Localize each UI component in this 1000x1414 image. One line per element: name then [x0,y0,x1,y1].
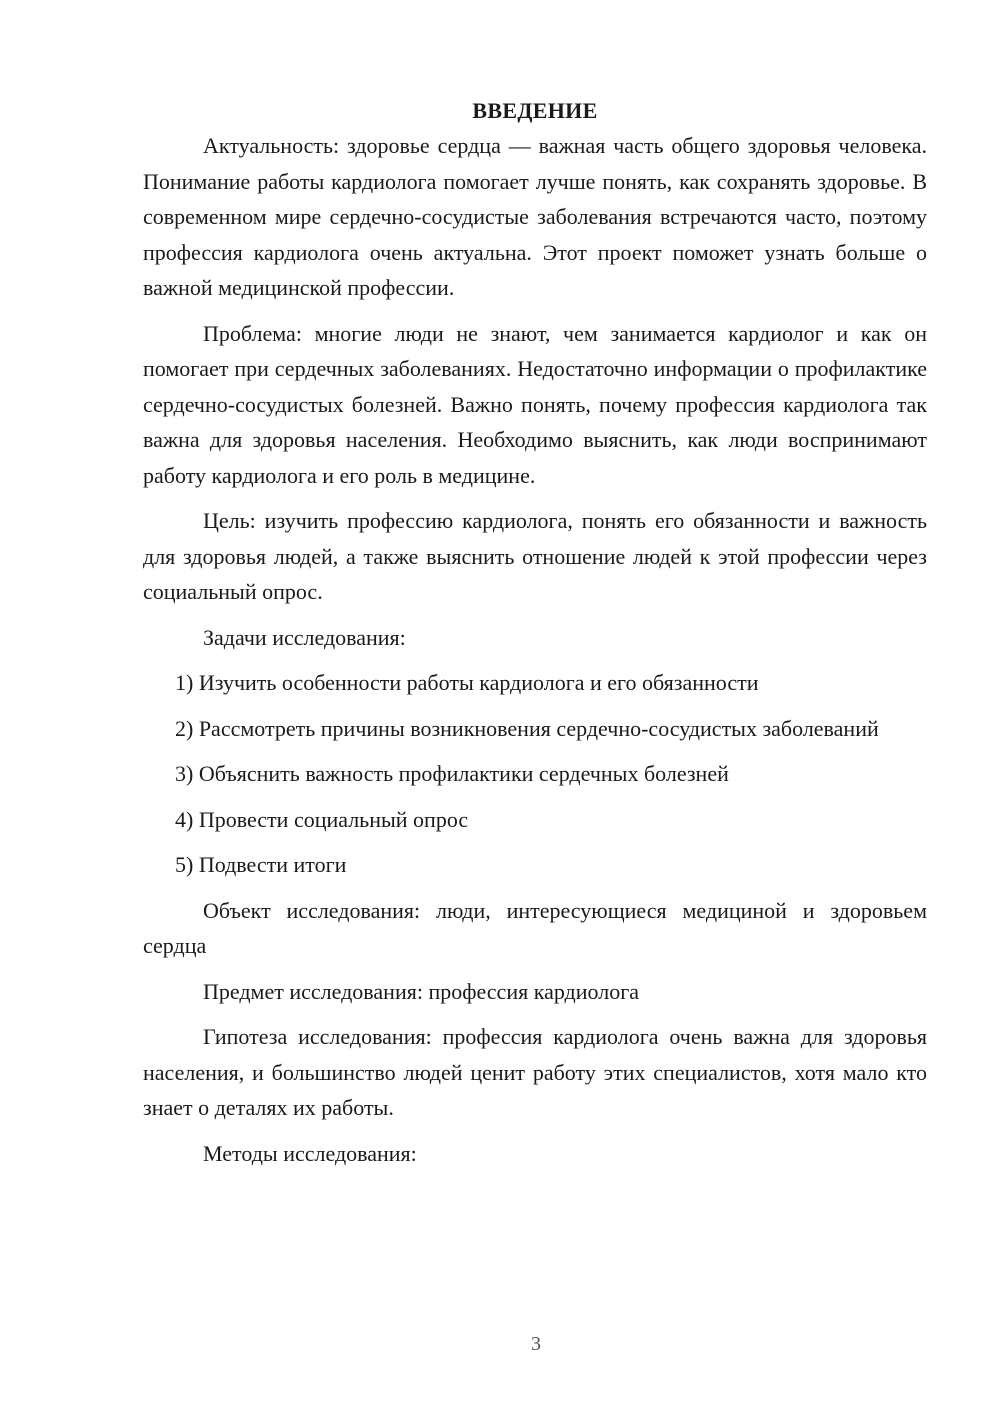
task-item: 3) Объяснить важность профилактики сердечных болезней [175,761,729,786]
paragraph-hypothesis: Гипотеза исследования: профессия кардиолога очень важна для здоровья населения, и большинство людей ценит работу этих специалистов, хотя мало кто знает о деталях их работы. [143,1024,927,1120]
methods-heading: Методы исследования: [203,1140,417,1166]
task-item: 5) Подвести итоги [175,852,347,877]
task-item: 4) Провести социальный опрос [175,806,469,832]
paragraph-subject: Предмет исследования: профессия кардиолога [203,978,639,1004]
paragraph-goal: Цель: изучить профессию кардиолога, понять его обязанности и важность для здоровья людей, а также выяснить отношение людей к этой профессии через социальный опрос. [143,508,927,604]
task-item: 2) Рассмотреть причины возникновения сердечно-сосудистых заболеваний [175,715,879,741]
section-title: ВВЕДЕНИЕ [472,98,598,123]
tasks-heading: Задачи исследования: [203,624,406,650]
paragraph-object: Объект исследования: люди, интересующиеся медициной и здоровьем сердца [143,897,927,958]
page-number: 3 [531,1333,541,1355]
document-page [143,96,927,1181]
task-item: 1) Изучить особенности работы кардиолога и его обязанности [175,670,759,695]
paragraph-problem: Проблема: многие люди не знают, чем занимается кардиолог и как он помогает при сердечных заболеваниях. Недостаточно информации о профилактике сердечно-сосудистых болезней. Важно понять, почему профессия кардиолога так важна для здоровья населения. Необходимо выяснить, как люди воспринимают работу кардиолога и его роль в медицине. [143,320,927,488]
paragraph-relevance: Актуальность: здоровье сердца — важная часть общего здоровья человека. Понимание работы кардиолога помогает лучше понять, как сохранять здоровье. В современном мире сердечно-сосудистые заболевания встречаются часто, поэтому профессия кардиолога очень актуальна. Этот проект поможет узнать больше о важной медицинской профессии. [143,133,927,300]
